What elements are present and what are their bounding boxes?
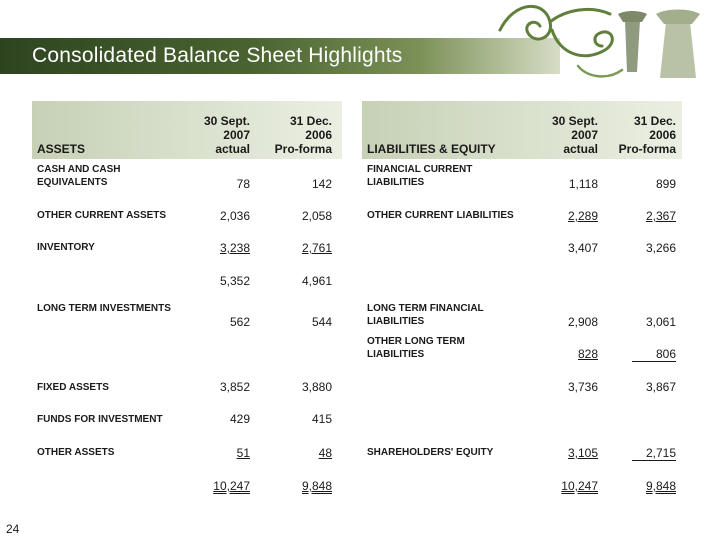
fcl-2007: 1,118: [568, 177, 598, 191]
lt-subtotal-2006: 3,867: [645, 380, 676, 394]
oca-2006: 2,058: [301, 209, 332, 223]
row-label-long-term-investments: LONG TERM INVESTMENTS: [37, 303, 171, 314]
lti-2007: 562: [229, 315, 250, 329]
fixed-assets-2006: 3,880: [301, 380, 332, 394]
liabilities-col1-header: 30 Sept. 2007 actual: [551, 114, 598, 156]
assets-header: ASSETS: [37, 142, 86, 156]
inventory-2006: 2,761: [301, 241, 332, 255]
se-2007: 3,105: [567, 446, 598, 460]
assets-subtotal-2007: 5,352: [219, 274, 250, 288]
lt-subtotal-2007: 3,736: [567, 380, 598, 394]
assets-total-2006: 9,848: [301, 479, 332, 493]
row-label-financial-current-liabilities: FINANCIAL CURRENT LIABILITIES: [367, 164, 473, 188]
other-assets-2007: 51: [236, 446, 250, 460]
decorative-ornament: [490, 0, 720, 80]
liabilities-col2-header: 31 Dec. 2006 Pro-forma: [618, 114, 676, 156]
assets-col1-header: 30 Sept. 2007 actual: [203, 114, 250, 156]
ffi-2007: 429: [229, 412, 250, 426]
oltl-2007: 828: [577, 347, 598, 361]
cash-2006: 142: [311, 177, 332, 191]
ocl-2006: 2,367: [645, 209, 676, 223]
row-label-shareholders-equity: SHAREHOLDERS' EQUITY: [367, 447, 494, 458]
page-number: 24: [6, 522, 20, 536]
liab-total-2007: 10,247: [561, 479, 598, 493]
ocl-2007: 2,289: [567, 209, 598, 223]
lti-2006: 544: [311, 315, 332, 329]
cash-2007: 78: [236, 177, 250, 191]
page-title: Consolidated Balance Sheet Highlights: [32, 44, 403, 67]
row-label-other-current-liabilities: OTHER CURRENT LIABILITIES: [367, 210, 514, 221]
se-2006: 2,715: [610, 446, 676, 461]
assets-subtotal-2006: 4,961: [301, 274, 332, 288]
row-label-other-long-term-liabilities: OTHER LONG TERM LIABILITIES: [367, 336, 465, 360]
inventory-2007: 3,238: [219, 241, 250, 255]
assets-total-2007: 10,247: [213, 479, 250, 493]
row-label-other-current-assets: OTHER CURRENT ASSETS: [37, 210, 167, 221]
row-label-cash: CASH AND CASH EQUIVALENTS: [37, 164, 121, 188]
row-label-long-term-financial-liabilities: LONG TERM FINANCIAL LIABILITIES: [367, 303, 484, 327]
liabilities-header: LIABILITIES & EQUITY: [367, 142, 496, 156]
liab-subtotal-2006: 3,266: [645, 241, 676, 255]
row-label-other-assets: OTHER ASSETS: [37, 447, 115, 458]
fcl-2006: 899: [655, 177, 676, 191]
assets-col2-header: 31 Dec. 2006 Pro-forma: [274, 114, 332, 156]
row-label-inventory: INVENTORY: [37, 242, 95, 253]
liab-total-2006: 9,848: [645, 479, 676, 493]
oltl-2006: 806: [610, 347, 676, 362]
ltfl-2006: 3,061: [645, 315, 676, 329]
other-assets-2006: 48: [318, 446, 332, 460]
fixed-assets-2007: 3,852: [219, 380, 250, 394]
oca-2007: 2,036: [219, 209, 250, 223]
ltfl-2007: 2,908: [567, 315, 598, 329]
liab-subtotal-2007: 3,407: [567, 241, 598, 255]
ffi-2006: 415: [311, 412, 332, 426]
row-label-funds-for-investment: FUNDS FOR INVESTMENT: [37, 414, 163, 425]
row-label-fixed-assets: FIXED ASSETS: [37, 382, 109, 393]
